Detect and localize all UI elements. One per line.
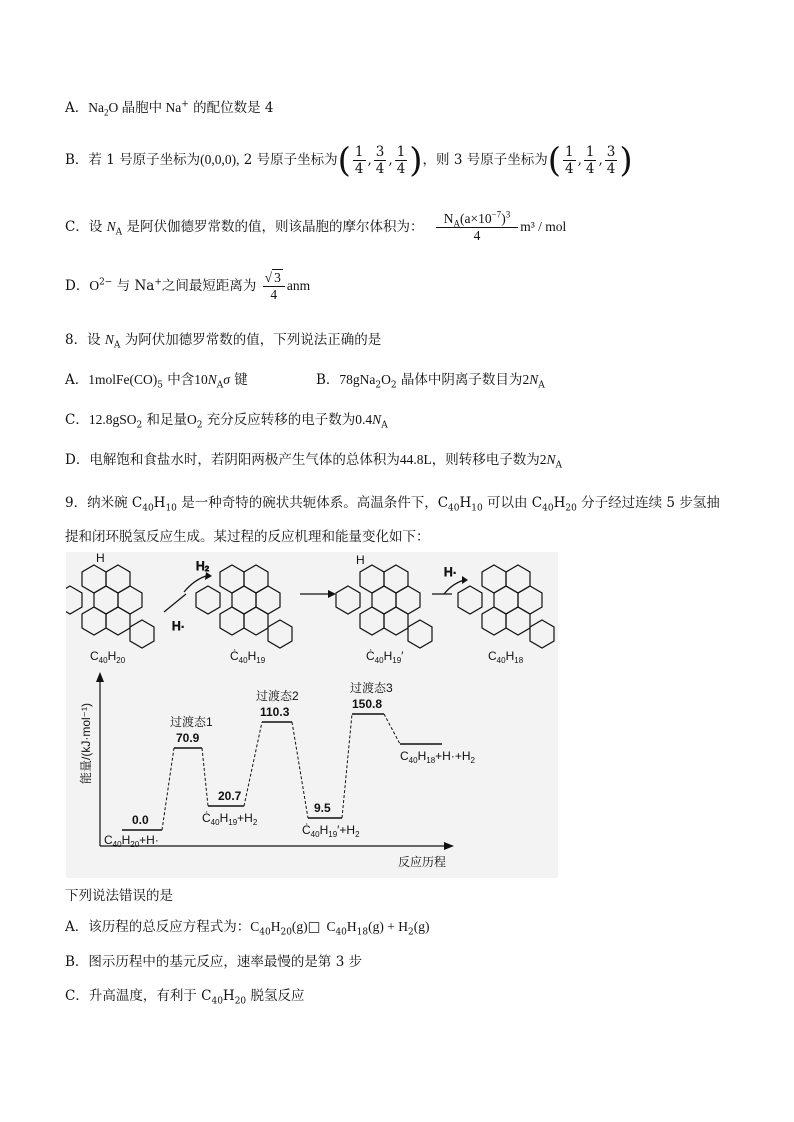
value-ts3: 150.8 <box>352 697 383 711</box>
state-c40h20-h: $C_{40}H_{20}+H\cdot$ <box>104 833 159 849</box>
ts1-label: 过渡态1 <box>170 715 213 729</box>
h-label-2: H <box>356 553 365 567</box>
value-int2: 9.5 <box>314 801 331 815</box>
q9-option-a: A．该历程的总反应方程式为：$C_{40}H_{20}(g)□$ $C_{40}H_{18}(g) + H_2(g)$ <box>65 919 430 938</box>
value-ts2: 110.3 <box>260 705 290 719</box>
q8-option-b: B．$78gNa_2O_2$ 晶体中阴离子数目为$2N_A$ <box>316 372 545 391</box>
q9-option-c: C．升高温度，有利于 $C_{40}H_{20}$ 脱氢反应 <box>65 988 305 1007</box>
state-c40h19p-h2: $Ċ_{40}H_{19}'+H_2$ <box>302 823 360 839</box>
q8-option-d: D．电解饱和食盐水时，若阴阳两极产生气体的总体积为44.8L，则转移电子数为$2N_A$ <box>65 452 562 471</box>
value-0: 0.0 <box>132 813 149 827</box>
label-c40h19-prime: $Ċ_{40}H_{19}'$ <box>366 649 404 665</box>
arrow-step1 <box>164 559 212 633</box>
state-c40h18-h-h2: $C_{40}H_{18}+H\cdot+H_2$ <box>400 749 475 765</box>
arrow-label-hdot: H· <box>172 619 185 633</box>
energy-levels <box>122 714 442 830</box>
value-int1: 20.7 <box>218 789 242 803</box>
h-label-1: H <box>96 552 105 565</box>
q7-option-c: C．设 $N_A$ 是阿伏伽德罗常数的值，则该晶胞的摩尔体积为： $\frac{N_A(a\times 10^{-7})^3}{4}$ m³ / mol <box>65 209 567 243</box>
label-c40h19: $Ċ_{40}H_{19}$ <box>230 649 266 665</box>
q8-option-c: C．12.8gSO$_2$ 和足量$O_2$ 充分反应转移的电子数为$0.4N_A$ <box>65 412 388 431</box>
molecule-c40h20 <box>66 565 154 648</box>
q7-option-a: A．$Na_2O$ 晶胞中 Na+ 的配位数是 4 <box>65 99 274 118</box>
q9-stem-line1: 9．纳米碗 $C_{40}H_{10}$ 是一种奇特的碗状共轭体系。高温条件下，$C_{40}H_{10}$ 可以由 $C_{40}H_{20}$ 分子经过连续 5 步氢抽 <box>65 495 720 514</box>
q9-after-text: 下列说法错误的是 <box>65 888 173 904</box>
arrow-label-hdot-2: H· <box>444 565 457 579</box>
y-axis-label: 能量/(kJ·mol⁻¹) <box>79 703 93 784</box>
ts3-label: 过渡态3 <box>350 681 393 695</box>
molecule-c40h18 <box>458 565 554 648</box>
q9-option-b: B．图示历程中的基元反应，速率最慢的是第 3 步 <box>65 954 363 970</box>
figure-svg <box>66 552 558 878</box>
mechanism-energy-figure <box>66 552 558 878</box>
molecule-c40h19 <box>196 565 292 648</box>
arrow-label-h2: H₂ <box>196 559 210 573</box>
ts2-label: 过渡态2 <box>256 689 299 703</box>
q7-option-d: D．$O^{2-}$ 与 Na+之间最短距离为 $\frac{√ 3}{4}$ anm <box>65 270 311 302</box>
label-c40h18: $C_{40}H_{18}$ <box>488 649 524 665</box>
x-axis-label: 反应历程 <box>398 855 447 869</box>
arrow-step2 <box>300 590 336 598</box>
molecule-c40h19-prime <box>336 565 432 648</box>
q7-option-b: B．若 1 号原子坐标为(0,0,0), 2 号原子坐标为( $\frac{1}{4}$ , $\frac{3}{4}$ , $\frac{1}{4}$ )，则 3 号原子坐标为( $\frac{1}{4}$ , $\frac{1}{4}$ , $\frac{3}{4}$ ) <box>65 140 633 181</box>
state-c40h19-h2: $Ċ_{40}H_{19}+H_2$ <box>202 811 258 827</box>
q8-option-a: A．$1molFe(CO)_5$ 中含$10N_A\sigma$ 键 <box>65 372 248 391</box>
q8-stem: 8．设 $N_A$ 为阿伏加德罗常数的值，下列说法正确的是 <box>65 332 382 351</box>
value-ts1: 70.9 <box>176 731 200 745</box>
q9-stem-line2: 提和闭环脱氢反应生成。某过程的反应机理和能量变化如下： <box>65 529 430 545</box>
label-c40h20: $C_{40}H_{20}$ <box>90 649 126 665</box>
